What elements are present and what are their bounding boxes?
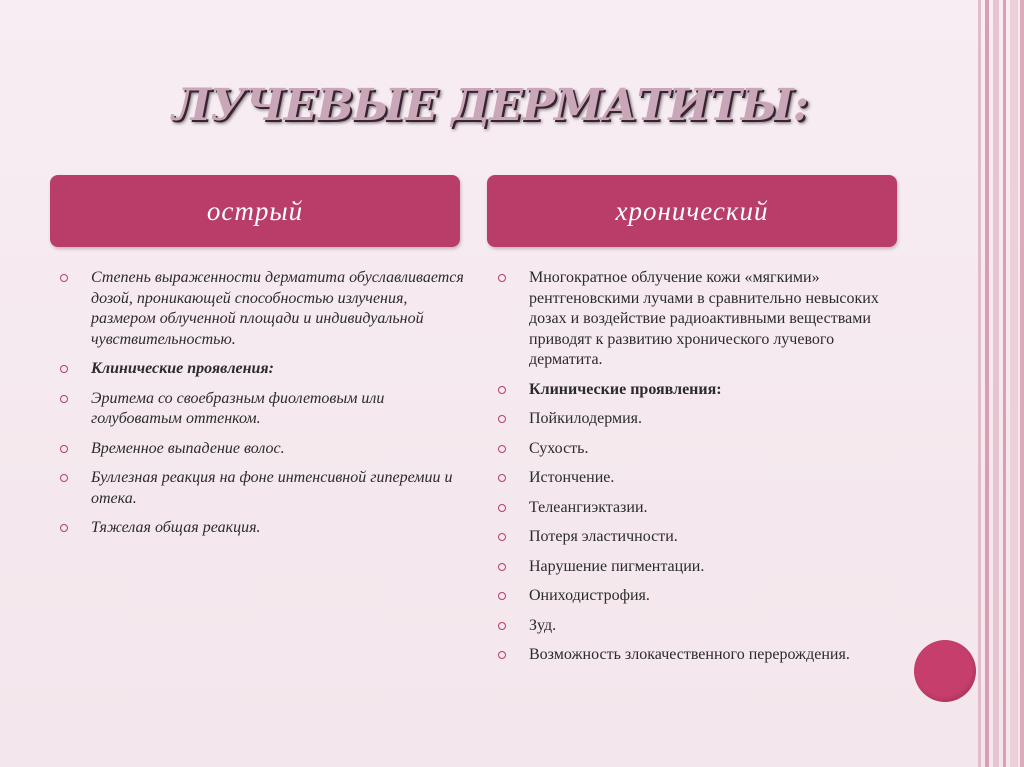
bullet-icon <box>60 474 68 482</box>
acute-heading: острый <box>50 175 460 247</box>
chronic-list <box>488 268 888 675</box>
list-item: Ониходистрофия. <box>488 586 888 607</box>
bullet-icon <box>498 445 506 453</box>
bullet-icon <box>60 445 68 453</box>
list-item: Зуд. <box>488 616 888 637</box>
bullet-icon <box>498 533 506 541</box>
list-item: Многократное облучение кожи «мягкими» рентгеновскими лучами в сравнительно невысоких дозах и воздействие радиоактивными веществами приводят к развитию хронического лучевого дерматита. <box>488 268 888 371</box>
list-item: Истончение. <box>488 468 888 489</box>
bullet-icon <box>498 504 506 512</box>
list-item: Пойкилодермия. <box>488 409 888 430</box>
list-item: Нарушение пигментации. <box>488 557 888 578</box>
bullet-icon <box>498 563 506 571</box>
list-item: Клинические проявления: <box>50 359 470 380</box>
chronic-heading: хронический <box>487 175 897 247</box>
bullet-icon <box>60 524 68 532</box>
decorative-circle <box>914 640 976 702</box>
list-item: Клинические проявления: <box>488 380 888 401</box>
decorative-stripes <box>978 0 1024 767</box>
list-item: Временное выпадение волос. <box>50 439 470 460</box>
bullet-icon <box>60 365 68 373</box>
bullet-icon <box>498 592 506 600</box>
bullet-icon <box>498 386 506 394</box>
list-item: Эритема со своебразным фиолетовым или голубоватым оттенком. <box>50 389 470 430</box>
list-item: Степень выраженности дерматита обуславливается дозой, проникающей способностью излучения, размером облученной площади и индивидуальной чувствительностью. <box>50 268 470 350</box>
bullet-icon <box>498 474 506 482</box>
bullet-icon <box>498 622 506 630</box>
list-item: Тяжелая общая реакция. <box>50 518 470 539</box>
list-item: Возможность злокачественного перерождения. <box>488 645 888 666</box>
list-item: Телеангиэктазии. <box>488 498 888 519</box>
acute-list <box>50 268 470 548</box>
bullet-icon <box>60 395 68 403</box>
list-item: Сухость. <box>488 439 888 460</box>
list-item: Потеря эластичности. <box>488 527 888 548</box>
page-title: ЛУЧЕВЫЕ ДЕРМАТИТЫ: <box>172 80 808 131</box>
bullet-icon <box>60 274 68 282</box>
bullet-icon <box>498 274 506 282</box>
list-item: Буллезная реакция на фоне интенсивной гиперемии и отека. <box>50 468 470 509</box>
bullet-icon <box>498 415 506 423</box>
bullet-icon <box>498 651 506 659</box>
